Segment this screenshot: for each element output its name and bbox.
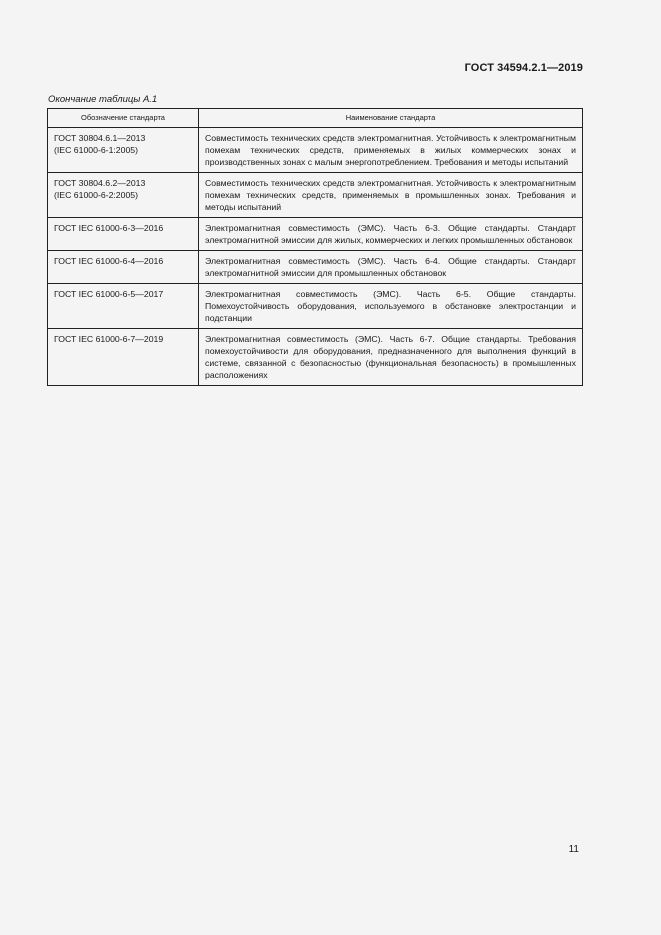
table-caption: Окончание таблицы А.1 [48,94,158,105]
page-number: 11 [568,844,579,855]
standard-name-cell: Электромагнитная совместимость (ЭМС). Часть 6-4. Общие стандарты. Стандарт электромагнитной эмиссии для промышленных обстановок [199,251,583,284]
standard-code-cell: ГОСТ IEC 61000-6-5—2017 [48,284,199,329]
standard-code-cell: ГОСТ 30804.6.1—2013 (IEC 61000-6-1:2005) [48,128,199,173]
standard-code-cell: ГОСТ 30804.6.2—2013 (IEC 61000-6-2:2005) [48,173,199,218]
table-row [48,329,583,386]
standard-code-cell: ГОСТ IEC 61000-6-4—2016 [48,251,199,284]
table-row [48,173,583,218]
column-header-name: Наименование стандарта [199,109,583,128]
standard-name-cell: Электромагнитная совместимость (ЭМС). Часть 6-5. Общие стандарты. Помехоустойчивость оборудования, используемого в обстановке электростанции и подстанции [199,284,583,329]
standard-name-cell: Совместимость технических средств электромагнитная. Устойчивость к электромагнитным помехам технических средств, применяемых в промышленных зонах. Требования и методы испытаний [199,173,583,218]
standard-name-cell: Совместимость технических средств электромагнитная. Устойчивость к электромагнитным помехам технических средств, применяемых в жилых коммерческих зонах и производственных зонах с малым энергопотреблением. Требования и методы испытаний [199,128,583,173]
table-body [48,128,583,386]
standard-name-cell: Электромагнитная совместимость (ЭМС). Часть 6-3. Общие стандарты. Стандарт электромагнитной эмиссии для жилых, коммерческих и легких промышленных обстановок [199,218,583,251]
standard-code-cell: ГОСТ IEC 61000-6-7—2019 [48,329,199,386]
column-header-code: Обозначение стандарта [48,109,199,128]
table-header-row [48,109,583,128]
table-row [48,128,583,173]
standards-table [47,108,583,386]
table-row [48,218,583,251]
table-row [48,251,583,284]
document-code: ГОСТ 34594.2.1—2019 [464,62,583,74]
standard-code-cell: ГОСТ IEC 61000-6-3—2016 [48,218,199,251]
table-row [48,284,583,329]
standard-name-cell: Электромагнитная совместимость (ЭМС). Часть 6-7. Общие стандарты. Требования помехоустойчивости для оборудования, предназначенного для выполнения функций в системе, связанной с безопасностью (функциональная безопасность) в промышленных расположениях [199,329,583,386]
